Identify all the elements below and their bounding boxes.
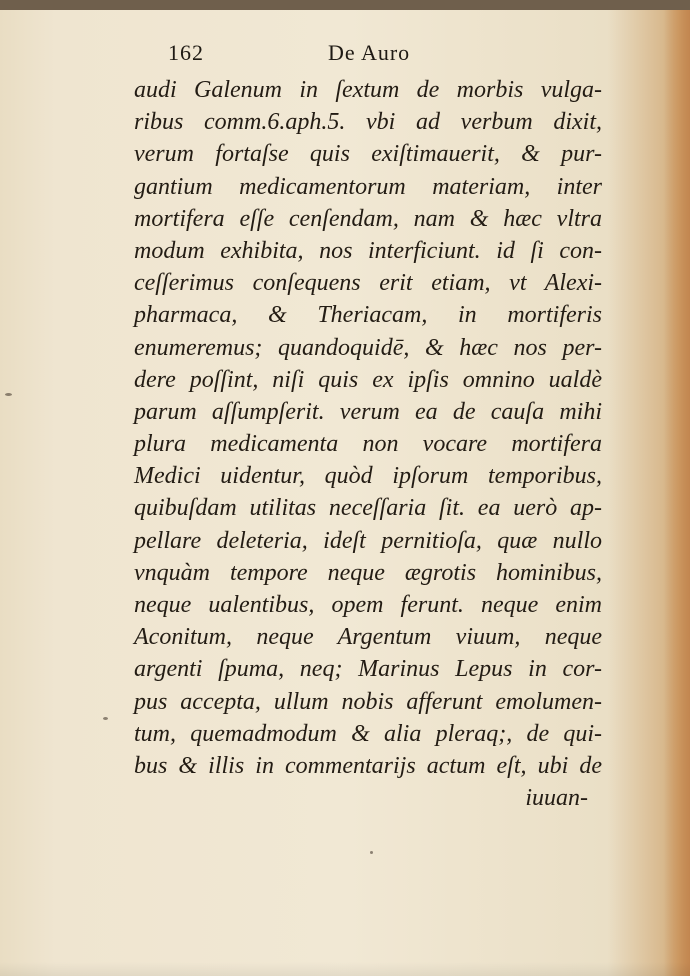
text-line: pus accepta, ullum nobis afferunt emolumen- xyxy=(134,688,602,715)
text-line: ribus comm.6.aph.5. vbi ad verbum dixit, xyxy=(134,109,602,136)
text-line: Aconitum, neque Argentum viuum, neque xyxy=(134,624,602,651)
catchword: iuuan- xyxy=(525,785,588,812)
text-line: ceſſerimus conſequens erit etiam, vt Alexi- xyxy=(134,270,602,297)
text-line: bus & illis in commentarijs actum eſt, ubi de xyxy=(134,752,602,779)
ink-speck xyxy=(103,717,108,720)
text-line: pharmaca, & Theriacam, in mortiferis xyxy=(134,302,602,329)
text-line: quibuſdam utilitas neceſſaria ſit. ea uerò ap- xyxy=(134,495,602,522)
text-line: modum exhibita, nos interficiunt. id ſi con- xyxy=(134,237,602,264)
text-line: audi Galenum in ſextum de morbis vulga- xyxy=(134,77,602,103)
text-line: Medici uidentur, quòd ipſorum temporibus, xyxy=(134,463,602,490)
text-line: vnquàm tempore neque ægrotis hominibus, xyxy=(134,559,602,586)
text-line: tum, quemadmodum & alia pleraq;, de qui- xyxy=(134,720,602,747)
page-edge-stain xyxy=(664,10,690,976)
ink-speck xyxy=(370,851,373,854)
text-line: plura medicamenta non vocare mortifera xyxy=(134,431,602,458)
text-line: dere poſſint, niſi quis ex ipſis omnino ualdè xyxy=(134,366,602,393)
top-border xyxy=(0,0,690,10)
body-text xyxy=(134,74,602,814)
text-line: argenti ſpuma, neq; Marinus Lepus in cor- xyxy=(134,656,602,683)
bottom-shadow xyxy=(0,962,690,976)
running-head xyxy=(168,40,468,66)
text-line: neque ualentibus, opem ferunt. neque enim xyxy=(134,592,602,618)
text-line: mortifera eſſe cenſendam, nam & hæc vltra xyxy=(134,205,602,232)
page-number: 162 xyxy=(168,40,204,65)
text-line: enumeremus; quandoquidē, & hæc nos per- xyxy=(134,334,602,361)
text-line: gantium medicamentorum materiam, inter xyxy=(134,173,602,200)
running-title: De Auro xyxy=(328,40,411,65)
text-line: parum aſſumpſerit. verum ea de cauſa mihi xyxy=(134,398,602,425)
text-line: pellare deleteria, ideſt pernitioſa, quæ nullo xyxy=(134,527,602,554)
text-line: verum fortaſse quis exiſtimauerit, & pur- xyxy=(134,141,602,168)
ink-speck xyxy=(5,393,12,396)
